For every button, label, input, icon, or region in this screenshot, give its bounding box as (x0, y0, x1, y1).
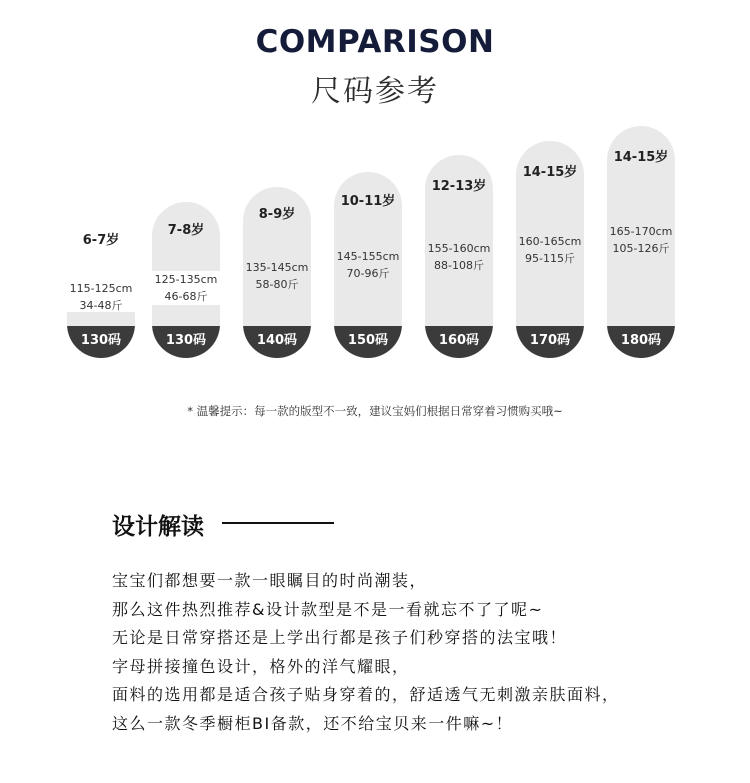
age-label: 14-15岁 (613, 150, 669, 165)
weight-range: 88-108斤 (434, 259, 484, 272)
size-pill: 160码 (425, 326, 493, 358)
weight-range: 58-80斤 (255, 278, 299, 291)
description-line: 宝宝们都想要一款一眼瞩目的时尚潮装， (112, 571, 428, 590)
height-range: 135-145cm (245, 261, 309, 274)
weight-range: 46-68斤 (152, 288, 220, 305)
size-pill: 150码 (334, 326, 402, 358)
age-label: 12-13岁 (431, 179, 487, 194)
size-pill: 170码 (516, 326, 584, 358)
size-capsule (516, 141, 584, 358)
description-line: 字母拼接撞色设计，格外的洋气耀眼， (112, 656, 410, 676)
size-capsule (425, 155, 493, 358)
age-label: 8-9岁 (258, 207, 296, 222)
weight-range: 105-126斤 (612, 242, 670, 255)
height-range: 160-165cm (518, 235, 582, 248)
height-range: 165-170cm (609, 225, 673, 238)
size-pill: 180码 (607, 326, 675, 358)
design-description (112, 567, 732, 738)
size-note: * 温馨提示：每一款的版型不一致，建议宝妈们根据日常穿着习惯购买哦~ (187, 404, 563, 418)
height-range: 115-125cm (69, 282, 133, 295)
description-line: 面料的选用都是适合孩子贴身穿着的，舒适透气无刺激亲肤面料， (112, 685, 620, 704)
age-label: 7-8岁 (167, 223, 205, 238)
age-label: 14-15岁 (522, 165, 578, 180)
weight-range: 34-48斤 (79, 299, 123, 312)
size-capsule (243, 187, 311, 358)
height-range: 125-135cm (152, 271, 220, 288)
age-label: 10-11岁 (340, 194, 396, 209)
weight-range: 70-96斤 (346, 267, 390, 280)
size-capsule (67, 312, 135, 358)
age-label: 6-7岁 (82, 233, 120, 248)
size-capsule (334, 172, 402, 358)
section-divider (222, 522, 334, 524)
page-title: COMPARISON (255, 24, 495, 60)
size-pill: 130码 (152, 326, 220, 358)
weight-range: 95-115斤 (525, 252, 575, 265)
description-line: 这么一款冬季橱柜BI备款，还不给宝贝来一件嘛~！ (112, 713, 514, 733)
height-range: 145-155cm (336, 250, 400, 263)
description-line: 无论是日常穿搭还是上学出行都是孩子们秒穿搭的法宝哦！ (112, 628, 568, 647)
size-pill: 140码 (243, 326, 311, 358)
size-capsule (152, 202, 220, 358)
page-subtitle: 尺码参考 (311, 74, 439, 109)
size-capsule (607, 126, 675, 358)
height-range: 155-160cm (427, 242, 491, 255)
size-pill: 130码 (67, 326, 135, 358)
description-line: 那么这件热烈推荐&设计款型是不是一看就忘不了了呢~ (112, 599, 544, 619)
design-section-title: 设计解读 (112, 514, 204, 540)
